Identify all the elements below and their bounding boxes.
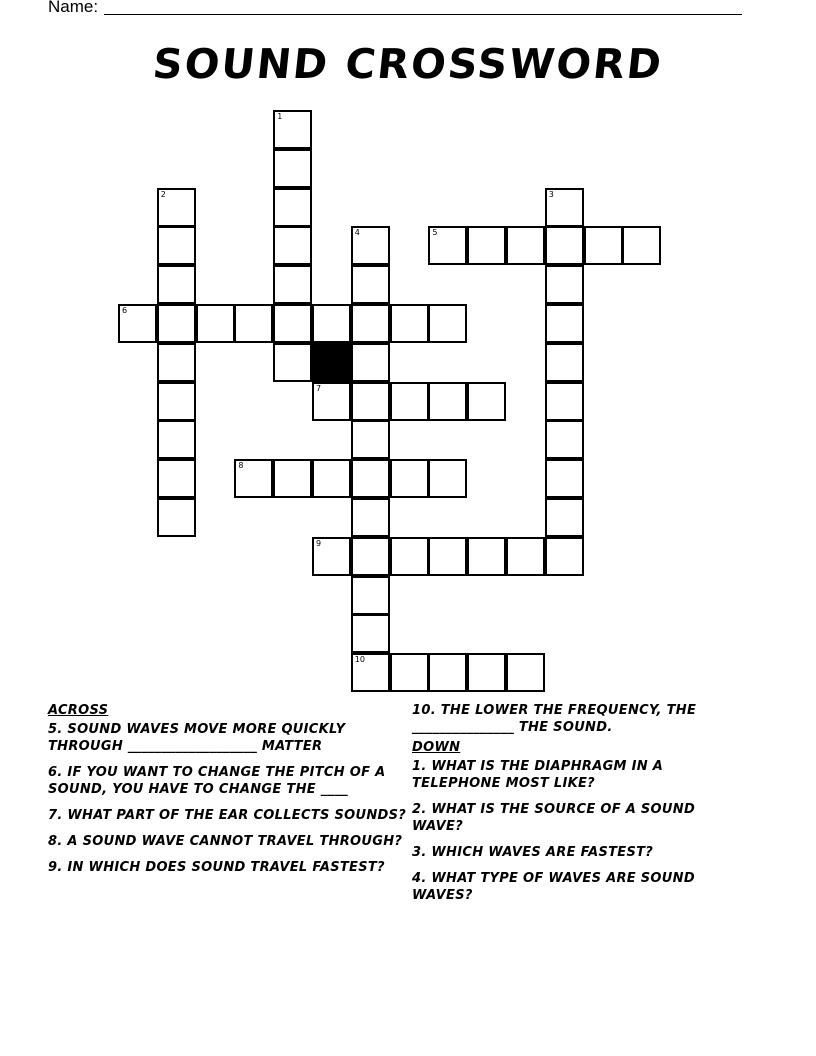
crossword-cell[interactable] bbox=[351, 343, 390, 382]
crossword-cell[interactable] bbox=[545, 498, 584, 537]
crossword-cell[interactable] bbox=[273, 110, 312, 149]
crossword-cell[interactable] bbox=[157, 188, 196, 227]
crossword-cell[interactable] bbox=[196, 304, 235, 343]
crossword-cell[interactable] bbox=[157, 420, 196, 459]
crossword-cell[interactable] bbox=[273, 265, 312, 304]
crossword-cell[interactable] bbox=[157, 226, 196, 265]
across-clue-6: 6. IF YOU WANT TO CHANGE THE PITCH OF A SOUND, YOU HAVE TO CHANGE THE ____ bbox=[48, 765, 386, 797]
clue-number: 4 bbox=[354, 228, 360, 238]
crossword-cell[interactable] bbox=[312, 537, 351, 576]
crossword-cell[interactable] bbox=[234, 304, 273, 343]
crossword-block bbox=[312, 343, 351, 382]
clue-number: 9 bbox=[316, 538, 322, 548]
crossword-cell[interactable] bbox=[545, 265, 584, 304]
crossword-cell[interactable] bbox=[351, 226, 390, 265]
crossword-cell[interactable] bbox=[390, 537, 429, 576]
across-clue-5: 5. SOUND WAVES MOVE MORE QUICKLY THROUGH ___________________ MATTER bbox=[48, 722, 346, 754]
down-clue-4: 4. WHAT TYPE OF WAVES ARE SOUND WAVES? bbox=[412, 871, 695, 903]
crossword-cell[interactable] bbox=[545, 343, 584, 382]
clue-number: 7 bbox=[316, 383, 322, 393]
down-clue-1: 1. WHAT IS THE DIAPHRAGM IN A TELEPHONE MOST LIKE? bbox=[412, 759, 664, 791]
crossword-cell[interactable] bbox=[351, 459, 390, 498]
crossword-cell[interactable] bbox=[428, 226, 467, 265]
right-clue-column bbox=[412, 702, 702, 913]
across-clues bbox=[48, 702, 408, 885]
crossword-cell[interactable] bbox=[351, 420, 390, 459]
crossword-cell[interactable] bbox=[351, 265, 390, 304]
clue-number: 3 bbox=[548, 189, 554, 199]
crossword-cell[interactable] bbox=[467, 653, 506, 692]
crossword-cell[interactable] bbox=[428, 459, 467, 498]
crossword-cell[interactable] bbox=[390, 382, 429, 421]
crossword-cell[interactable] bbox=[545, 420, 584, 459]
crossword-cell[interactable] bbox=[428, 653, 467, 692]
crossword-cell[interactable] bbox=[545, 188, 584, 227]
crossword-cell[interactable] bbox=[545, 226, 584, 265]
crossword-cell[interactable] bbox=[157, 459, 196, 498]
down-clue-3: 3. WHICH WAVES ARE FASTEST? bbox=[412, 845, 654, 860]
crossword-cell[interactable] bbox=[273, 459, 312, 498]
crossword-cell[interactable] bbox=[273, 226, 312, 265]
crossword-cell[interactable] bbox=[312, 382, 351, 421]
crossword-cell[interactable] bbox=[545, 382, 584, 421]
across-clue-9: 9. IN WHICH DOES SOUND TRAVEL FASTEST? bbox=[48, 860, 385, 875]
crossword-cell[interactable] bbox=[467, 382, 506, 421]
crossword-cell[interactable] bbox=[273, 149, 312, 188]
crossword-cell[interactable] bbox=[584, 226, 623, 265]
crossword-cell[interactable] bbox=[312, 459, 351, 498]
page-title: SOUND CROSSWORD bbox=[150, 40, 666, 88]
crossword-cell[interactable] bbox=[506, 537, 545, 576]
crossword-cell[interactable] bbox=[351, 382, 390, 421]
crossword-cell[interactable] bbox=[506, 653, 545, 692]
crossword-cell[interactable] bbox=[234, 459, 273, 498]
crossword-cell[interactable] bbox=[351, 304, 390, 343]
crossword-cell[interactable] bbox=[351, 653, 390, 692]
down-heading: DOWN bbox=[412, 740, 461, 755]
crossword-cell[interactable] bbox=[506, 226, 545, 265]
crossword-cell[interactable] bbox=[428, 382, 467, 421]
crossword-cell[interactable] bbox=[118, 304, 157, 343]
crossword-cell[interactable] bbox=[273, 343, 312, 382]
crossword-cell[interactable] bbox=[467, 226, 506, 265]
crossword-cell[interactable] bbox=[157, 265, 196, 304]
crossword-cell[interactable] bbox=[273, 304, 312, 343]
clue-number: 1 bbox=[277, 112, 283, 121]
crossword-cell[interactable] bbox=[545, 459, 584, 498]
clue-number: 10 bbox=[354, 655, 365, 665]
crossword-cell[interactable] bbox=[622, 226, 661, 265]
across-clue-10: 10. THE LOWER THE FREQUENCY, THE _______________ THE SOUND. bbox=[412, 703, 697, 735]
crossword-cell[interactable] bbox=[545, 537, 584, 576]
crossword-cell[interactable] bbox=[545, 304, 584, 343]
crossword-cell[interactable] bbox=[351, 498, 390, 537]
clue-number: 5 bbox=[432, 228, 438, 238]
crossword-cell[interactable] bbox=[351, 576, 390, 615]
crossword-cell[interactable] bbox=[351, 614, 390, 653]
crossword-cell[interactable] bbox=[157, 304, 196, 343]
crossword-cell[interactable] bbox=[390, 304, 429, 343]
crossword-cell[interactable] bbox=[312, 304, 351, 343]
across-clue-8: 8. A SOUND WAVE CANNOT TRAVEL THROUGH? bbox=[48, 834, 403, 849]
crossword-cell[interactable] bbox=[428, 304, 467, 343]
clue-number: 2 bbox=[160, 189, 166, 199]
crossword-cell[interactable] bbox=[157, 343, 196, 382]
crossword-cell[interactable] bbox=[467, 537, 506, 576]
crossword-cell[interactable] bbox=[390, 653, 429, 692]
crossword-cell[interactable] bbox=[157, 382, 196, 421]
crossword-cell[interactable] bbox=[390, 459, 429, 498]
clue-number: 6 bbox=[122, 306, 128, 315]
crossword-cell[interactable] bbox=[428, 537, 467, 576]
clue-number: 8 bbox=[238, 461, 244, 471]
crossword-cell[interactable] bbox=[157, 498, 196, 537]
crossword-cell[interactable] bbox=[273, 188, 312, 227]
across-clue-7: 7. WHAT PART OF THE EAR COLLECTS SOUNDS? bbox=[48, 808, 407, 823]
name-label: Name: bbox=[48, 0, 99, 16]
down-clue-2: 2. WHAT IS THE SOURCE OF A SOUND WAVE? bbox=[412, 802, 696, 834]
crossword-cell[interactable] bbox=[351, 537, 390, 576]
across-heading: ACROSS bbox=[48, 703, 109, 718]
